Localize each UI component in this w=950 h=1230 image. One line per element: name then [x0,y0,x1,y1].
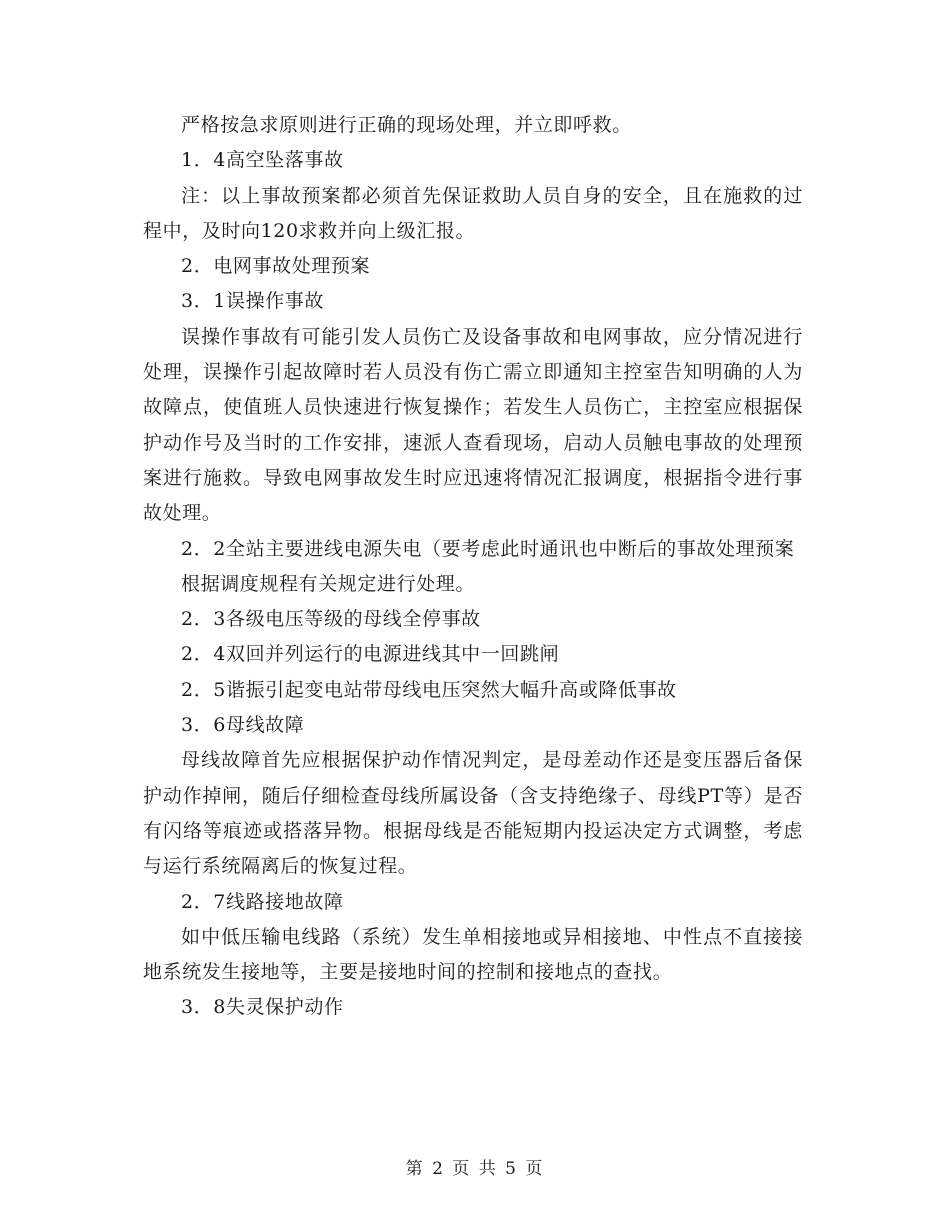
paragraph-note: 注：以上事故预案都必须首先保证救助人员自身的安全，且在施救的过程中，及时向120求救并向上级汇报。 [143,184,803,242]
heading-3-1-misoperation: 3．1误操作事故 [181,290,324,313]
paragraph-bus-fault: 母线故障首先应根据保护动作情况判定，是母差动作还是变压器后备保护动作掉闸，随后仔细检查母线所属设备（含支持绝缘子、母线PT等）是否有闪络等痕迹或搭落异物。根据母线是否能短期内投运决定方式调整，考虑与运行系统隔离后的恢复过程。 [143,749,803,878]
heading-3-8-breaker-failure: 3．8失灵保护动作 [181,996,344,1019]
paragraph-rescue: 严格按急求原则进行正确的现场处理，并立即呼救。 [181,114,632,136]
paragraph-ground-fault: 如中低压输电线路（系统）发生单相接地或异相接地、中性点不直接接地系统发生接地等，主要是接地时间的控制和接地点的查找。 [143,925,803,984]
paragraph-misoperation: 误操作事故有可能引发人员伤亡及设备事故和电网事故，应分情况进行处理，误操作引起故障时若人员没有伤亡需立即通知主控室告知明确的人为故障点，使值班人员快速进行恢复操作；若发生人员伤亡，主控室应根据保护动作号及当时的工作安排，速派人查看现场，启动人员触电事故的处理预案进行施救。导致电网事故发生时应迅速将情况汇报调度，根据指令进行事故处理。 [143,325,803,525]
heading-2-grid-accident-plan: 2．电网事故处理预案 [181,255,371,278]
heading-2-4-line-trip: 2．4双回并列运行的电源进线其中一回跳闸 [181,643,560,666]
heading-1-4-fall-accident: 1．4高空坠落事故 [181,149,344,172]
heading-2-7-ground-fault: 2．7线路接地故障 [181,890,344,913]
heading-2-5-resonance: 2．5谐振引起变电站带母线电压突然大幅升高或降低事故 [181,678,677,701]
heading-2-3-bus-outage: 2．3各级电压等级的母线全停事故 [181,608,481,631]
paragraph-dispatch-rules: 根据调度规程有关规定进行处理。 [181,572,476,595]
heading-2-2-power-loss: 2．2全站主要进线电源失电（要考虑此时通讯也中断后的事故处理预案 [181,537,795,560]
heading-3-6-bus-fault: 3．6母线故障 [181,714,305,737]
page-number-footer: 第 2 页 共 5 页 [405,1159,545,1179]
document-body [143,108,803,1026]
